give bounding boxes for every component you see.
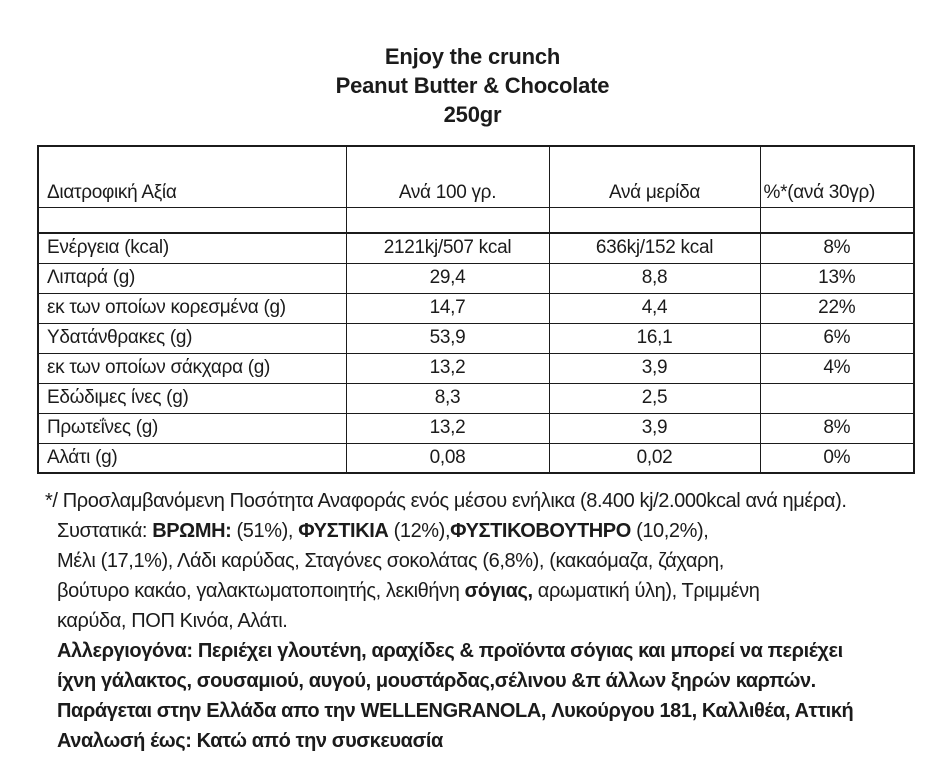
nutrient-percent-value: 6% (760, 323, 914, 353)
reference-intake-note: */ Προσλαμβανόμενη Ποσότητα Αναφοράς ενός μέσου ενήλικα (8.400 kj/2.000kcal ανά ημέρα). (45, 490, 847, 512)
nutrient-row (38, 353, 914, 383)
nutrient-per-100g-value: 13,2 (346, 353, 549, 383)
nutrient-per-serving-value: 16,1 (549, 323, 760, 353)
product-title-line3: 250gr (443, 102, 502, 127)
best-before-line: Αναλωσή έως: Κατώ από την συσκευασία (57, 730, 443, 752)
spacer-row (38, 207, 914, 233)
nutrition-table-body (38, 233, 914, 473)
header-percent-ri: %*(ανά 30γρ) (760, 146, 914, 207)
ingredient-text: αρωματική ύλη), Τριμμένη (532, 580, 760, 602)
nutrient-per-serving-value: 0,02 (549, 443, 760, 473)
nutrient-per-100g-value: 14,7 (346, 293, 549, 323)
nutrient-per-serving-value: 636kj/152 kcal (549, 233, 760, 263)
ingredient-text: (51%), (231, 520, 299, 542)
nutrient-percent-value: 4% (760, 353, 914, 383)
header-nutrient: Διατροφική Αξία (38, 146, 346, 207)
nutrient-per-serving-value: 8,8 (549, 263, 760, 293)
ingredients (57, 516, 945, 636)
nutrient-percent-value (760, 383, 914, 413)
nutrient-row (38, 263, 914, 293)
nutrient-name: Ενέργεια (kcal) (38, 233, 346, 263)
nutrient-name: Υδατάνθρακες (g) (38, 323, 346, 353)
ingredients-line (57, 576, 945, 606)
product-title-line1: Enjoy the crunch (384, 44, 561, 69)
allergens-line: Αλλεργιογόνα: Περιέχει γλουτένη, αραχίδες & προϊόντα σόγιας και μπορεί να περιέχει (57, 640, 843, 662)
ingredients-line (57, 546, 945, 576)
nutrient-row (38, 413, 914, 443)
nutrient-per-serving-value: 3,9 (549, 353, 760, 383)
nutrition-table-header-row (38, 146, 914, 207)
nutrient-name: Αλάτι (g) (38, 443, 346, 473)
nutrient-percent-value: 0% (760, 443, 914, 473)
nutrient-per-100g-value: 8,3 (346, 383, 549, 413)
nutrition-table (37, 145, 915, 474)
spacer-cell (38, 207, 346, 233)
header-per-serving: Ανά μερίδα (549, 146, 760, 207)
spacer-cell (549, 207, 760, 233)
ingredient-text: Συστατικά: (57, 520, 153, 542)
spacer-cell (760, 207, 914, 233)
ingredient-emphasis: σόγιας, (464, 580, 533, 602)
product-title-line2: Peanut Butter & Chocolate (335, 73, 610, 98)
nutrient-per-serving-value: 3,9 (549, 413, 760, 443)
header-per-100g: Ανά 100 γρ. (346, 146, 549, 207)
nutrient-per-100g-value: 2121kj/507 kcal (346, 233, 549, 263)
ingredient-text: βούτυρο κακάο, γαλακτωματοποιητής, λεκιθήνη (57, 580, 465, 602)
ingredient-text: (10,2%), (630, 520, 709, 542)
nutrient-per-100g-value: 29,4 (346, 263, 549, 293)
nutrient-per-serving-value: 2,5 (549, 383, 760, 413)
nutrient-name: Λιπαρά (g) (38, 263, 346, 293)
ingredient-emphasis: ΦΥΣΤΙΚΙΑ (298, 520, 389, 542)
nutrient-per-100g-value: 0,08 (346, 443, 549, 473)
ingredients-line (57, 516, 945, 546)
nutrient-row (38, 233, 914, 263)
nutrient-name: εκ των οποίων κορεσμένα (g) (38, 293, 346, 323)
nutrient-per-100g-value: 13,2 (346, 413, 549, 443)
nutrient-row (38, 443, 914, 473)
spacer-cell (346, 207, 549, 233)
nutrient-row (38, 323, 914, 353)
ingredient-emphasis: ΒΡΩΜΗ: (152, 520, 232, 542)
allergens-line: ίχνη γάλακτος, σουσαμιού, αυγού, μουστάρδας,σέλινου &π άλλων ξηρών καρπών. (57, 670, 816, 692)
nutrient-percent-value: 22% (760, 293, 914, 323)
nutrient-percent-value: 8% (760, 413, 914, 443)
nutrient-name: Πρωτεΐνες (g) (38, 413, 346, 443)
nutrient-row (38, 293, 914, 323)
origin-line: Παράγεται στην Ελλάδα απο την WELLENGRANOLA, Λυκούργου 181, Καλλιθέα, Αττική (57, 700, 854, 722)
ingredients-line (57, 606, 945, 636)
ingredient-text: (12%), (388, 520, 451, 542)
nutrient-per-100g-value: 53,9 (346, 323, 549, 353)
ingredient-text: καρύδα, ΠΟΠ Κινόα, Αλάτι. (57, 610, 288, 632)
ingredient-emphasis: ΦΥΣΤΙΚΟΒΟΥΤΗΡΟ (450, 520, 631, 542)
nutrient-percent-value: 13% (760, 263, 914, 293)
product-title (0, 0, 945, 129)
allergens (57, 636, 945, 696)
nutrient-name: εκ των οποίων σάκχαρα (g) (38, 353, 346, 383)
nutrient-per-serving-value: 4,4 (549, 293, 760, 323)
ingredient-text: Μέλι (17,1%), Λάδι καρύδας, Σταγόνες σοκολάτας (6,8%), (κακαόμαζα, ζάχαρη, (57, 550, 724, 572)
nutrient-percent-value: 8% (760, 233, 914, 263)
nutrient-row (38, 383, 914, 413)
nutrient-name: Εδώδιμες ίνες (g) (38, 383, 346, 413)
